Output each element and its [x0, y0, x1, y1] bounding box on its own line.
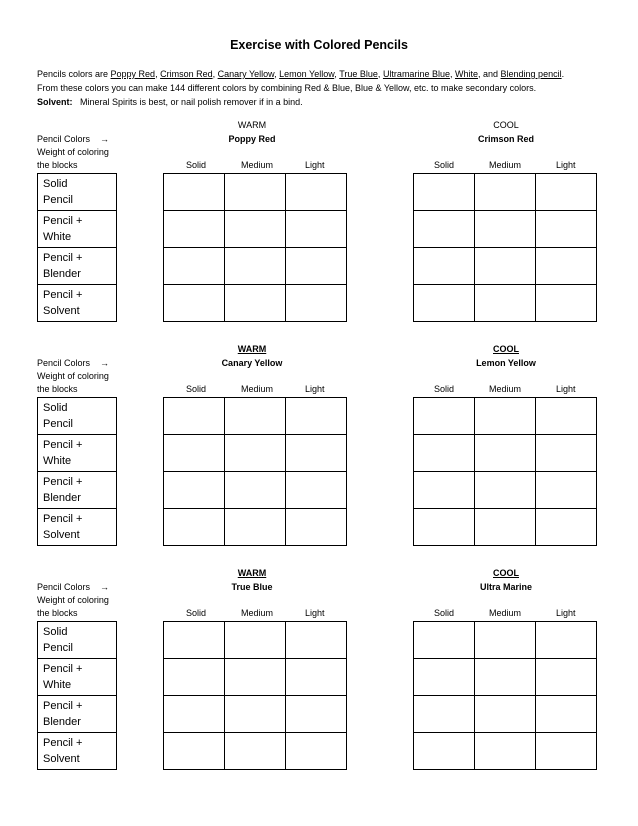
warm-label: WARM	[237, 344, 267, 354]
cool-grid	[413, 397, 597, 546]
weight-label-2: the blocks	[37, 608, 78, 618]
col-medium-warm: Medium	[241, 608, 274, 618]
swatch-cell[interactable]	[164, 509, 225, 546]
row-label: Pencil + Blender	[38, 696, 117, 733]
swatch-cell[interactable]	[536, 211, 597, 248]
col-light-cool: Light	[556, 384, 576, 394]
intro-and: , and	[478, 69, 501, 79]
col-light-cool: Light	[556, 608, 576, 618]
swatch-cell[interactable]	[475, 398, 536, 435]
solvent-label: Solvent:	[37, 97, 73, 107]
col-light-warm: Light	[305, 384, 325, 394]
weight-label-1: Weight of coloring	[37, 595, 109, 605]
col-medium-cool: Medium	[489, 160, 522, 170]
swatch-cell[interactable]	[536, 696, 597, 733]
cool-label: COOL	[493, 568, 519, 578]
swatch-cell[interactable]	[286, 509, 347, 546]
swatch-cell[interactable]	[164, 248, 225, 285]
swatch-cell[interactable]	[414, 659, 475, 696]
swatch-cell[interactable]	[286, 174, 347, 211]
row-labels	[37, 397, 117, 546]
cool-label: COOL	[493, 344, 519, 354]
swatch-cell[interactable]	[286, 285, 347, 322]
swatch-cell[interactable]	[164, 659, 225, 696]
swatch-cell[interactable]	[414, 472, 475, 509]
row-label: Pencil + White	[38, 211, 117, 248]
swatch-cell[interactable]	[475, 211, 536, 248]
swatch-cell[interactable]	[414, 174, 475, 211]
intro-line-1: Pencils colors are Poppy Red, Crimson Red, Canary Yellow, Lemon Yellow, True Blue, Ultramarine Blue, White, and Blending pencil.	[37, 69, 565, 79]
swatch-cell[interactable]	[225, 435, 286, 472]
swatch-cell[interactable]	[164, 398, 225, 435]
swatch-cell[interactable]	[164, 285, 225, 322]
color-lemon-yellow: Lemon Yellow	[279, 69, 335, 79]
swatch-cell[interactable]	[475, 696, 536, 733]
col-solid-warm: Solid	[186, 384, 207, 394]
row-label: Pencil + Blender	[38, 248, 117, 285]
row-label: Pencil + White	[38, 659, 117, 696]
swatch-cell[interactable]	[475, 285, 536, 322]
intro-line-3	[37, 97, 303, 107]
row-label: Pencil + White	[38, 435, 117, 472]
cool-grid	[413, 173, 597, 322]
swatch-cell[interactable]	[536, 174, 597, 211]
swatch-cell[interactable]	[225, 174, 286, 211]
swatch-cell[interactable]	[475, 509, 536, 546]
swatch-cell[interactable]	[536, 435, 597, 472]
pencil-colors-label: Pencil Colors →	[37, 134, 110, 144]
col-solid-cool: Solid	[434, 160, 455, 170]
row-label: Solid Pencil	[38, 174, 117, 211]
swatch-cell[interactable]	[414, 509, 475, 546]
col-medium-cool: Medium	[489, 608, 522, 618]
swatch-cell[interactable]	[225, 472, 286, 509]
swatch-cell[interactable]	[475, 472, 536, 509]
swatch-cell[interactable]	[414, 622, 475, 659]
warm-color: Poppy Red	[228, 134, 276, 144]
swatch-cell[interactable]	[286, 696, 347, 733]
row-label: Solid Pencil	[38, 622, 117, 659]
row-labels	[37, 621, 117, 770]
warm-label: WARM	[237, 568, 267, 578]
swatch-cell[interactable]	[164, 472, 225, 509]
swatch-cell[interactable]	[414, 435, 475, 472]
swatch-cell[interactable]	[414, 733, 475, 770]
swatch-cell[interactable]	[536, 509, 597, 546]
swatch-cell[interactable]	[536, 398, 597, 435]
swatch-cell[interactable]	[164, 211, 225, 248]
color-section	[0, 337, 638, 541]
col-solid-cool: Solid	[434, 384, 455, 394]
swatch-cell[interactable]	[536, 472, 597, 509]
col-medium-warm: Medium	[241, 384, 274, 394]
warm-grid	[163, 621, 347, 770]
swatch-cell[interactable]	[286, 659, 347, 696]
arrow-icon: →	[100, 134, 110, 144]
pencil-colors-label: Pencil Colors →	[37, 582, 110, 592]
warm-color: Canary Yellow	[221, 358, 283, 368]
cool-color: Ultra Marine	[479, 582, 532, 592]
warm-grid	[163, 173, 347, 322]
col-light-cool: Light	[556, 160, 576, 170]
row-label: Pencil + Blender	[38, 472, 117, 509]
swatch-cell[interactable]	[225, 398, 286, 435]
swatch-cell[interactable]	[286, 248, 347, 285]
weight-label-2: the blocks	[37, 160, 78, 170]
row-label: Pencil + Solvent	[38, 285, 117, 322]
pencil-colors-label: Pencil Colors →	[37, 358, 110, 368]
weight-label-2: the blocks	[37, 384, 78, 394]
swatch-cell[interactable]	[225, 509, 286, 546]
swatch-cell[interactable]	[414, 285, 475, 322]
swatch-cell[interactable]	[414, 248, 475, 285]
col-solid-warm: Solid	[186, 160, 207, 170]
col-light-warm: Light	[305, 608, 325, 618]
col-medium-warm: Medium	[241, 160, 274, 170]
weight-label-1: Weight of coloring	[37, 371, 109, 381]
row-label: Solid Pencil	[38, 398, 117, 435]
swatch-cell[interactable]	[475, 174, 536, 211]
color-section	[0, 561, 638, 765]
arrow-icon: →	[100, 358, 110, 368]
color-ultramarine-blue: Ultramarine Blue	[382, 69, 450, 79]
col-medium-cool: Medium	[489, 384, 522, 394]
col-solid-cool: Solid	[434, 608, 455, 618]
col-light-warm: Light	[305, 160, 325, 170]
swatch-cell[interactable]	[225, 622, 286, 659]
row-label: Pencil + Solvent	[38, 733, 117, 770]
row-label: Pencil + Solvent	[38, 509, 117, 546]
cool-grid	[413, 621, 597, 770]
color-true-blue: True Blue	[339, 69, 378, 79]
cool-label: COOL	[493, 120, 519, 130]
swatch-cell[interactable]	[286, 472, 347, 509]
arrow-icon: →	[100, 582, 110, 592]
intro-period: .	[561, 69, 565, 79]
cool-color: Crimson Red	[477, 134, 534, 144]
swatch-cell[interactable]	[164, 733, 225, 770]
row-labels	[37, 173, 117, 322]
swatch-cell[interactable]	[475, 435, 536, 472]
intro-line-2: From these colors you can make 144 different colors by combining Red & Blue, Blue & Yellow, etc. to make secondary colors.	[37, 83, 537, 93]
color-canary-yellow: Canary Yellow	[217, 69, 275, 79]
cool-color: Lemon Yellow	[476, 358, 536, 368]
swatch-cell[interactable]	[225, 733, 286, 770]
swatch-cell[interactable]	[475, 622, 536, 659]
warm-color: True Blue	[231, 582, 273, 592]
swatch-cell[interactable]	[414, 398, 475, 435]
swatch-cell[interactable]	[414, 211, 475, 248]
swatch-cell[interactable]	[286, 435, 347, 472]
color-blending-pencil: Blending pencil	[500, 69, 562, 79]
swatch-cell[interactable]	[225, 248, 286, 285]
swatch-cell[interactable]	[164, 174, 225, 211]
swatch-cell[interactable]	[536, 622, 597, 659]
swatch-cell[interactable]	[225, 696, 286, 733]
intro-prefix: Pencils colors are	[37, 69, 111, 79]
swatch-cell[interactable]	[164, 435, 225, 472]
swatch-cell[interactable]	[225, 285, 286, 322]
col-solid-warm: Solid	[186, 608, 207, 618]
page-title: Exercise with Colored Pencils	[230, 38, 408, 52]
swatch-cell[interactable]	[286, 733, 347, 770]
swatch-cell[interactable]	[536, 733, 597, 770]
swatch-cell[interactable]	[225, 211, 286, 248]
swatch-cell[interactable]	[536, 285, 597, 322]
swatch-cell[interactable]	[475, 248, 536, 285]
swatch-cell[interactable]	[536, 248, 597, 285]
warm-label: WARM	[237, 120, 267, 130]
swatch-cell[interactable]	[164, 622, 225, 659]
swatch-cell[interactable]	[475, 659, 536, 696]
swatch-cell[interactable]	[164, 696, 225, 733]
swatch-cell[interactable]	[475, 733, 536, 770]
color-poppy-red: Poppy Red	[110, 69, 156, 79]
color-crimson-red: Crimson Red	[160, 69, 213, 79]
swatch-cell[interactable]	[414, 696, 475, 733]
swatch-cell[interactable]	[536, 659, 597, 696]
weight-label-1: Weight of coloring	[37, 147, 109, 157]
color-white: White	[454, 69, 478, 79]
warm-grid	[163, 397, 347, 546]
color-section	[0, 113, 638, 317]
swatch-cell[interactable]	[286, 211, 347, 248]
swatch-cell[interactable]	[286, 622, 347, 659]
swatch-cell[interactable]	[225, 659, 286, 696]
solvent-text: Mineral Spirits is best, or nail polish remover if in a bind.	[80, 97, 303, 107]
swatch-cell[interactable]	[286, 398, 347, 435]
